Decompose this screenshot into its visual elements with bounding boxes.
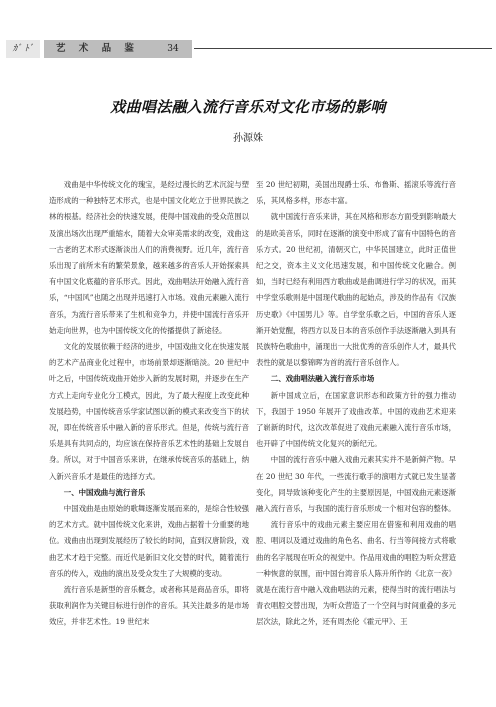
section-heading: 二、戏曲唱法融入流行音乐市场 bbox=[270, 374, 375, 384]
body-paragraph: 戏曲是中华传统文化的瑰宝，是经过漫长的艺术沉淀与塑造形成的一种独特艺术形式，也是中国文化屹立于世界民族之林的根基。经济社会的快速发展，使得中国戏曲的受众范围以及演出场次出现严重缩水，随着大众审美需求的改变，戏曲这一古老的艺术形式逐渐淡出人们的消费视野。近几年，流行音乐出现了前所未有的繁荣景象，越来越多的音乐人开始探索具有中国文化底蕴的音乐形式。因此，戏曲唱法开始融入流行音乐，“中国风”也随之出现并迅速打入市场。戏曲元素融入流行音乐，为流行音乐带来了生机和竞争力，并使中国流行音乐开始走向世界，也为中国传统文化的传播提供了新途径。 bbox=[49, 180, 249, 335]
body-paragraph: 至 20 世纪初期，美国出现爵士乐、布鲁斯、摇滚乐等流行音乐，其风格多样，形态丰富。 bbox=[256, 180, 456, 206]
journal-logo: ｶﾞ ﾄﾞ bbox=[6, 40, 40, 58]
right-column bbox=[256, 177, 456, 631]
body-paragraph: 中国戏曲是由原始的歌舞逐渐发展而来的，是综合性较强的艺术方式。就中国传统文化来讲，戏曲占据着十分重要的地位。戏曲由出现到发展经历了较长的时间，直到汉唐阶段，戏曲艺术才趋于完整。而近代是新旧文化交替的时代，随着流行音乐的传入，戏曲的演出及受众发生了大规模的变动。 bbox=[49, 504, 249, 578]
body-paragraph: 文化的发展依赖于经济的进步，中国戏曲文化在快速发展的艺术产品商业化过程中，市场前景却逐渐暗淡。20 世纪中叶之后，中国传统戏曲开始步入新的发展时期，并逐步在生产方式上走向专业化分工模式，因此，为了最大程度上改变此种发展趋势，中国传统音乐学家试图以新的模式来改变当下的状况，即在传统音乐中融入新的音乐形式。但是，传统与流行音乐是具有共同点的，均应该在保持音乐艺术性的基础上发展自身。所以，对于中国音乐来讲，在继承传统音乐的基础上，纳入新兴音乐才是最佳的选择方式。 bbox=[49, 342, 249, 481]
article-author: 孙源姝 bbox=[233, 133, 263, 144]
left-column bbox=[49, 177, 249, 631]
body-paragraph: 中国的流行音乐中融入戏曲元素其实并不是新鲜产物。早在 20 世纪 30 年代，一些流行歌手的演唱方式就已发生显著变化，同导致该种变化产生的主要原因是，中国戏曲元素逐渐融入流行音乐，与我国的流行音乐形成一个相对包容的整体。 bbox=[256, 455, 456, 514]
header-rule bbox=[194, 48, 492, 49]
running-header bbox=[0, 40, 496, 58]
body-paragraph: 流行音乐是新型的音乐概念，或者称其是商品音乐，即将获取利润作为关键目标进行创作的音乐。其关注最多的是市场效应，并非艺术性。19 世纪末 bbox=[49, 585, 249, 627]
section-label: 艺 术 品 鉴 bbox=[44, 40, 192, 58]
body-paragraph: 就中国流行音乐来讲，其在风格和形态方面受到影响最大的是欧美音乐，同时在逐渐的演变中形成了富有中国特色的音乐方式。20 世纪初，清朝灭亡，中华民国建立，此时正值世纪之交，资本主义文化迅速发展，和中国传统文化融合。例如，当时已经有利用西方歌曲或是曲调进行学习的状况，而其中学堂乐歌则是中国现代歌曲的起始点，涉及的作品有《汉族历史歌》《中国男儿》等。自学堂乐歌之后，中国的音乐人逐渐开始觉醒，将西方以及日本的音乐创作手法逐渐融入到具有民族特色歌曲中，涌现出一大批优秀的音乐创作人才，最具代表性的就是以黎锦晖为首的流行音乐创作人。 bbox=[256, 212, 456, 368]
page-number: 34 bbox=[155, 40, 191, 58]
body-paragraph: 流行音乐中的戏曲元素主要应用在借鉴和利用戏曲的唱腔、唱词以及通过戏曲的角色名、曲名、行当等间接方式将歌曲的名字展现在听众的视觉中。作品用戏曲的唱腔为听众营造一种恢意的氛围，而中国台湾音乐人陈升所作的《北京一夜》就是在流行音中融入戏曲唱法的元素，使得当时的流行唱法与青衣唱腔交替出现，为听众营造了一个空间与时间重叠的多元层次法，除此之外，还有周杰伦《霍元甲》、王 bbox=[256, 520, 456, 627]
section-heading: 一、中国戏曲与流行音乐 bbox=[63, 487, 146, 497]
body-paragraph: 新中国成立后，在国家意识形态和政策方针的强力推动下，我国于 1950 年展开了戏曲改革。中国的戏曲艺术迎来了崭新的时代，这次改革促进了戏曲元素融入流行音乐市场，也开辟了中国传统文化复兴的新纪元。 bbox=[256, 390, 456, 449]
article-title: 戏曲唱法融入流行音乐对文化市场的影响 bbox=[110, 98, 386, 116]
